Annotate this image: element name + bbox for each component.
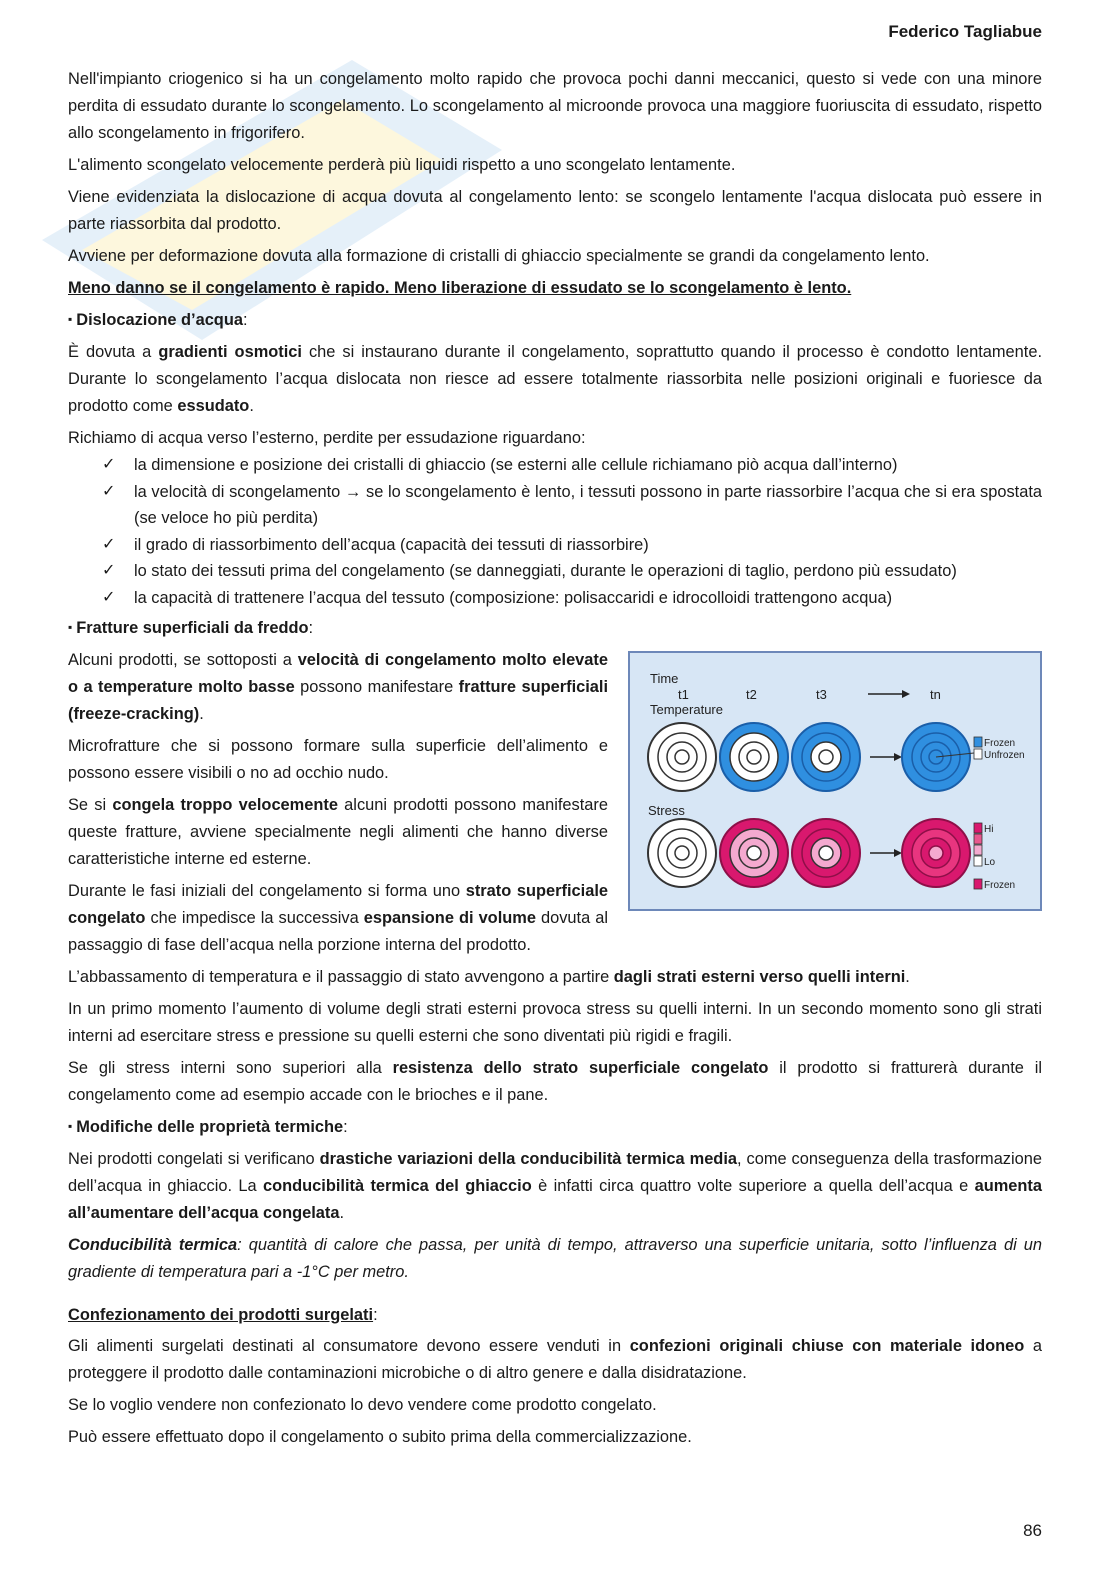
- paragraph: Se si congela troppo velocemente alcuni prodotti possono manifestare queste fratture, avviene specialmente negli alimenti che hanno diverse caratteristiche interne ed esterne.: [68, 796, 608, 868]
- stress-row: [648, 819, 1015, 891]
- section-heading-dislocazione: ▪ Dislocazione d’acqua:: [68, 311, 248, 329]
- key-statement: Meno danno se il congelamento è rapido. Meno liberazione di essudato se lo scongelamento è lento.: [68, 279, 852, 297]
- paragraph: Durante le fasi iniziali del congelamento si forma uno strato superficiale congelato che impedisce la successiva espansione di volume dovuta al passaggio di fase dell’acqua nella porzione interna del prodotto.: [68, 882, 608, 954]
- section-heading-confezionamento: Confezionamento dei prodotti surgelati:: [68, 1306, 378, 1324]
- paragraph: Gli alimenti surgelati destinati al consumatore devono essere venduti in confezioni originali chiuse con materiale idoneo a proteggere il prodotto dalle contaminazioni microbiche o di altro genere e dalla disidratazione.: [68, 1337, 1043, 1382]
- legend-hi-label: Hi: [984, 824, 994, 835]
- stress-sample-tn: [902, 819, 970, 887]
- time-arrow-head: [902, 690, 910, 698]
- paragraph: L'alimento scongelato velocemente perderà più liquidi rispetto a uno scongelato lentamente.: [68, 156, 736, 174]
- main-content: [68, 66, 1042, 1456]
- section-heading-fratture: ▪ Fratture superficiali da freddo:: [68, 619, 314, 637]
- list-intro: Richiamo di acqua verso l’esterno, perdite per essudazione riguardano:: [68, 429, 586, 447]
- stress-label: Stress: [648, 803, 685, 818]
- paragraph: In un primo momento l’aumento di volume degli strati esterni provoca stress su quelli interni. In un secondo momento sono gli strati interni ad esercitare stress e pressione su quelli esterni che sono diventati più rigidi e fragili.: [68, 1000, 1042, 1045]
- sample-t3: [792, 723, 860, 791]
- paragraph: Viene evidenziata la dislocazione di acqua dovuta al congelamento lento: se scongelo lentamente l'acqua dislocata può essere in parte riassorbita dal prodotto.: [68, 188, 1042, 233]
- checkmark-icon: ✓: [102, 588, 116, 606]
- paragraph: Nell'impianto criogenico si ha un congelamento molto rapido che provoca pochi danni meccanici, questo si vede con una minore perdita di essudato durante lo scongelamento. Lo scongelamento al microonde provoca una maggiore fuoriuscita di essudato, rispetto allo scongelamento in frigorifero.: [68, 70, 1042, 142]
- list-item: ✓ il grado di riassorbimento dell’acqua (capacità dei tessuti di riassorbire): [68, 532, 1042, 559]
- list-item: ✓ la velocità di scongelamento → se lo scongelamento è lento, i tessuti possono in parte riassorbire l’acqua che si era spostata (se veloce ho più perdita): [68, 479, 1042, 532]
- arrow-icon: →: [344, 482, 362, 501]
- checkmark-icon: ✓: [102, 562, 116, 579]
- t1-label: t1: [678, 687, 689, 702]
- freeze-cracking-figure: [628, 651, 1046, 917]
- t2-label: t2: [746, 687, 757, 702]
- time-label: Time: [650, 671, 679, 686]
- checkmark-icon: ✓: [102, 482, 116, 500]
- temperature-row: [648, 723, 1025, 791]
- section-heading-termiche: ▪ Modifiche delle proprietà termiche:: [68, 1118, 348, 1136]
- legend-frozen-swatch: [974, 737, 982, 747]
- stress-sample-t3: [792, 819, 860, 887]
- list-item: ✓ la capacità di trattenere l’acqua del tessuto (composizione: polisaccaridi e idrocolloidi trattengono acqua): [68, 585, 1042, 612]
- checkmark-icon: ✓: [102, 456, 116, 473]
- legend-unfrozen-swatch: [974, 749, 982, 759]
- paragraph: Nei prodotti congelati si verificano drastiche variazioni della conducibilità termica media, come conseguenza della trasformazione dell’acqua in ghiaccio. La conducibilità termica del ghiaccio è infatti circa quattro volte superiore a quella dell’acqua e aumenta all’aumentare dell’acqua congelata.: [68, 1150, 1042, 1222]
- temperature-label: Temperature: [650, 702, 723, 717]
- legend-frozen-label: Frozen: [984, 738, 1016, 749]
- definition: Conducibilità termica: quantità di calore che passa, per unità di tempo, attraverso una superficie unitaria, sotto l’influenza di un gradiente di temperatura pari a -1°C per metro.: [68, 1236, 1042, 1281]
- sample-t2: [720, 723, 788, 791]
- checkmark-icon: ✓: [102, 535, 116, 553]
- stress-sample-t1: [648, 819, 716, 887]
- freezing-stress-diagram: [630, 653, 1040, 909]
- t3-label: t3: [816, 687, 827, 702]
- legend-unfrozen-label: Unfrozen: [984, 750, 1025, 761]
- paragraph: Avviene per deformazione dovuta alla formazione di cristalli di ghiaccio specialmente se grandi da congelamento lento.: [68, 247, 930, 265]
- legend-lo-label: Lo: [984, 857, 996, 868]
- list-item: ✓ la dimensione e posizione dei cristalli di ghiaccio (se esterni alle cellule richiamano piò acqua dall’interno): [68, 452, 1042, 479]
- check-list: [68, 452, 1042, 611]
- paragraph: Alcuni prodotti, se sottoposti a velocità di congelamento molto elevate o a temperature molto basse possono manifestare fratture superficiali (freeze-cracking).: [68, 651, 609, 723]
- paragraph: È dovuta a gradienti osmotici che si instaurano durante il congelamento, soprattutto quando il processo è condotto lentamente. Durante lo scongelamento l’acqua dislocata non riesce ad essere totalmente riassorbita nelle posizioni originali e fuoriesce da prodotto come essudato.: [68, 343, 1043, 415]
- stress-sample-t2: [720, 819, 788, 887]
- sample-t1: [648, 723, 716, 791]
- paragraph: L’abbassamento di temperatura e il passaggio di stato avvengono a partire dagli strati esterni verso quelli interni.: [68, 968, 910, 986]
- paragraph: Microfratture che si possono formare sulla superficie dell’alimento e possono essere visibili o no ad occhio nudo.: [68, 737, 608, 782]
- sample-tn: [902, 723, 974, 791]
- tn-label: tn: [930, 687, 941, 702]
- page-number: 86: [1023, 1521, 1042, 1540]
- paragraph: Se gli stress interni sono superiori alla resistenza dello strato superficiale congelato il prodotto si fratturerà durante il congelamento come ad esempio accade con le brioches e il pane.: [68, 1059, 1043, 1104]
- legend-frozen2-label: Frozen: [984, 880, 1016, 891]
- list-item: ✓ lo stato dei tessuti prima del congelamento (se danneggiati, durante le operazioni di taglio, perdono più essudato): [68, 558, 1042, 585]
- paragraph: Può essere effettuato dopo il congelamento o subito prima della commercializzazione.: [68, 1428, 692, 1446]
- author-name: Federico Tagliabue: [888, 22, 1042, 41]
- paragraph: Se lo voglio vendere non confezionato lo devo vendere come prodotto congelato.: [68, 1396, 657, 1414]
